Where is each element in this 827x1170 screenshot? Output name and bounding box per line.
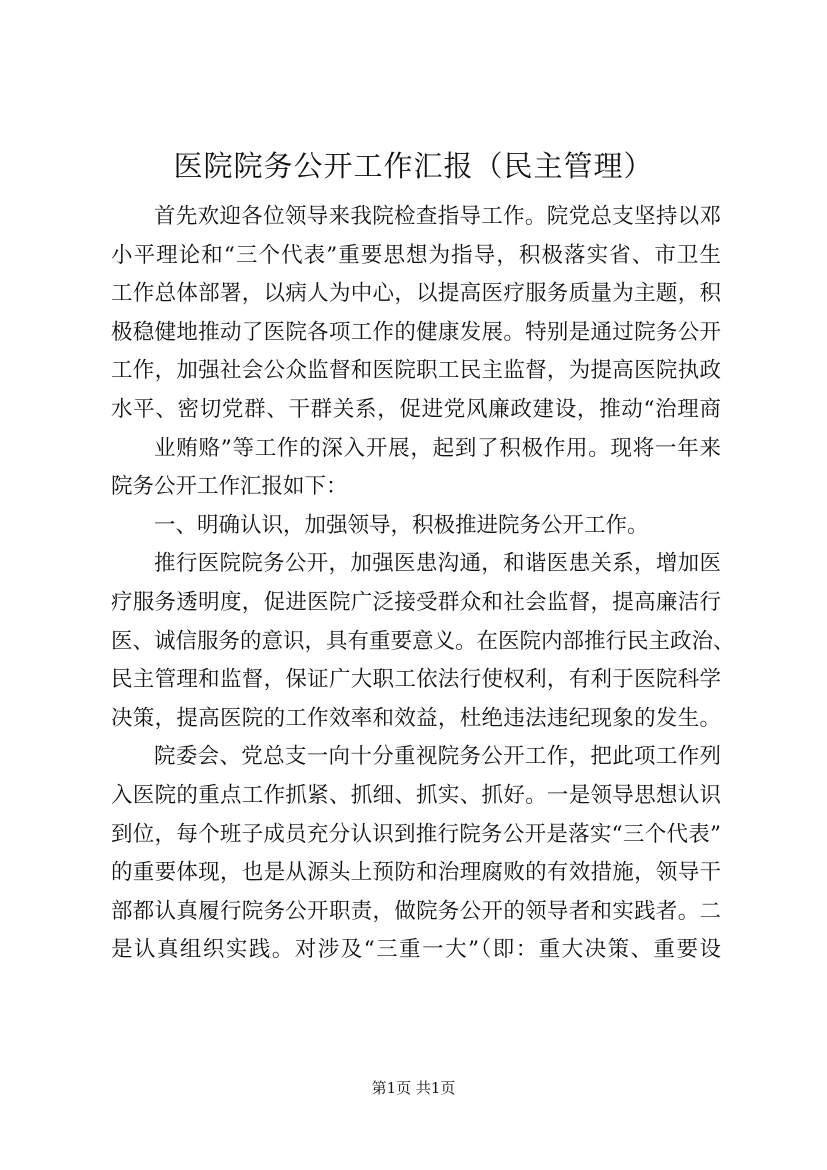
body-line: 决策，提高医院的工作效率和效益，杜绝违法违纪现象的发生。 xyxy=(111,705,721,731)
body-line: 水平、密切党群、干群关系，促进党风廉政建设，推动“治理商 xyxy=(111,397,721,422)
body-line: 医、诚信服务的意识，具有重要意义。在医院内部推行民主政治、 xyxy=(111,628,735,654)
body-line: 入医院的重点工作抓紧、抓细、抓实、抓好。一是领导思想认识 xyxy=(111,783,721,808)
document-title: 医院院务公开工作汇报（民主管理） xyxy=(173,149,654,183)
body-line: 院务公开工作汇报如下： xyxy=(111,474,348,500)
body-line: 部都认真履行院务公开职责，做院务公开的领导者和实践者。二 xyxy=(111,898,721,924)
body-line: 民主管理和监督，保证广大职工依法行使权利，有利于医院科学 xyxy=(111,667,721,693)
body-line: 极稳健地推动了医院各项工作的健康发展。特别是通过院务公开 xyxy=(111,319,721,345)
body-line: 业贿赂”等工作的深入开展，起到了积极作用。现将一年来 xyxy=(154,435,721,461)
body-line: 小平理论和“三个代表”重要思想为指导，积极落实省、市卫生 xyxy=(111,242,721,268)
body-line: 推行医院院务公开，加强医患沟通，和谐医患关系，增加医 xyxy=(154,551,721,577)
body-line: 工作，加强社会公众监督和医院职工民主监督，为提高医院执政 xyxy=(111,358,721,384)
body-line: 是认真组织实践。对涉及“三重一大”（即：重大决策、重要设 xyxy=(111,937,721,963)
body-line: 院委会、党总支一向十分重视院务公开工作，把此项工作列 xyxy=(154,744,721,770)
body-line: 工作总体部署，以病人为中心，以提高医疗服务质量为主题，积 xyxy=(111,281,721,307)
body-line: 一、明确认识，加强领导，积极推进院务公开工作。 xyxy=(154,512,649,538)
body-line: 到位，每个班子成员充分认识到推行院务公开是落实“三个代表” xyxy=(111,821,721,847)
page-footer: 第1页 共1页 xyxy=(371,1079,456,1097)
body-line: 疗服务透明度，促进医院广泛接受群众和社会监督，提高廉洁行 xyxy=(111,590,721,615)
body-line: 的重要体现，也是从源头上预防和治理腐败的有效措施，领导干 xyxy=(111,860,721,886)
body-line: 首先欢迎各位领导来我院检查指导工作。院党总支坚持以邓 xyxy=(154,204,721,229)
